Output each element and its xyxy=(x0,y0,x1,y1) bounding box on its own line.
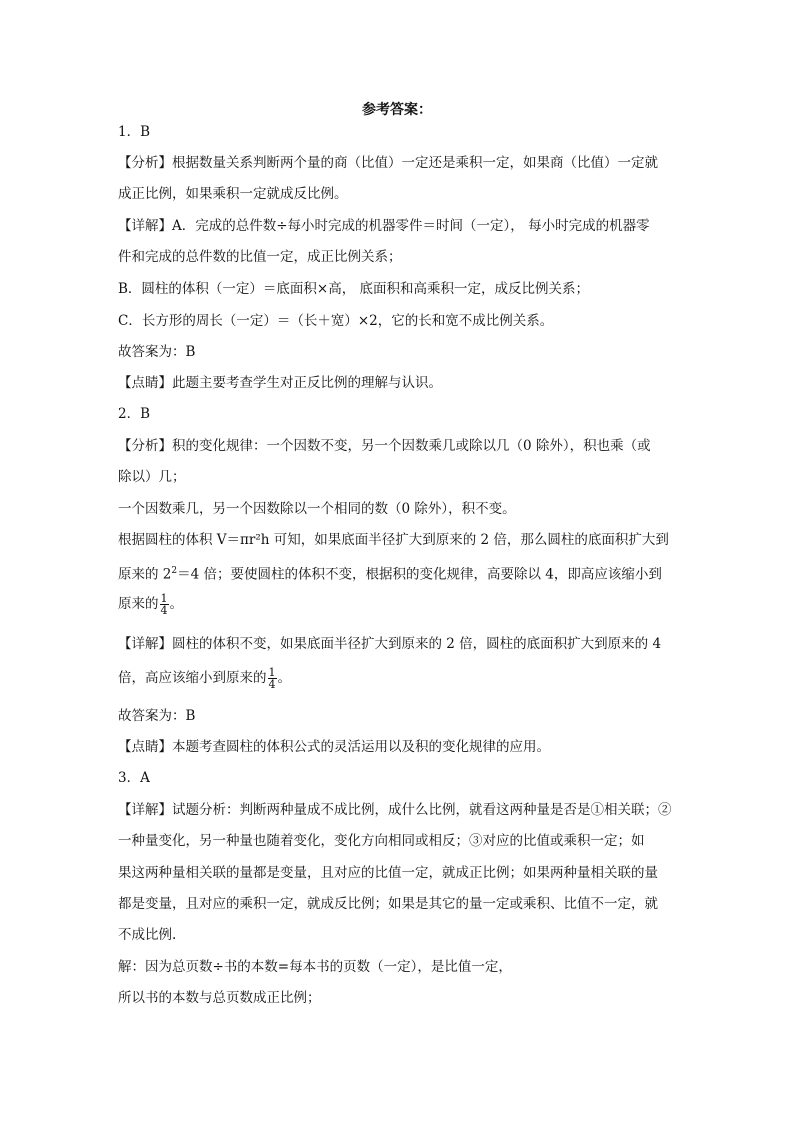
q1-detail-line2: 件和完成的总件数的比值一定，成正比例关系； xyxy=(118,249,402,265)
q2-detail-line1: 【详解】圆柱的体积不变，如果底面半径扩大到原来的 2 倍，圆柱的底面积扩大到原来的 4 xyxy=(118,636,662,652)
fraction-numerator: 1 xyxy=(160,592,168,605)
q1-comment: 【点睛】此题主要考查学生对正反比例的理解与认识。 xyxy=(118,375,442,391)
q2-detail-start: 倍，高应该缩小到原来的 xyxy=(118,670,267,686)
q3-detail-line5: 不成比例. xyxy=(118,927,177,943)
q3-solution-line1: 解：因为总页数÷书的本数=每本书的页数（一定），是比值一定， xyxy=(118,959,512,975)
q2-line5-rest: ＝4 倍；要使圆柱的体积不变，根据积的变化规律，高要除以 4，即高应该缩小到 xyxy=(177,566,662,583)
q2-analysis-line3: 一个因数乘几，另一个因数除以一个相同的数（0 除外），积不变。 xyxy=(118,501,516,517)
q2-line6-start: 原来的 xyxy=(118,596,159,612)
q3-detail-line1: 【详解】试题分析：判断两种量成不成比例，成什么比例，就看这两种量是否是①相关联；② xyxy=(118,802,672,818)
page-title: 参考答案： xyxy=(362,102,432,118)
fraction-one-quarter xyxy=(160,593,169,616)
q3-detail-line4: 都是变量，且对应的乘积一定，就成反比例；如果是其它的量一定或乘积、比值不一定，就 xyxy=(118,896,658,912)
q2-detail-line2 xyxy=(118,667,291,690)
q1-option-c: C．长方形的周长（一定）＝（长＋宽）×2，它的长和宽不成比例关系。 xyxy=(118,313,554,329)
q2-analysis-line2: 除以）几； xyxy=(118,469,186,485)
q2-detail-end: 。 xyxy=(277,670,291,686)
q1-option-b: B．圆柱的体积（一定）＝底面积×高， 底面积和高乘积一定，成反比例关系； xyxy=(118,281,590,297)
q1-answer: 故答案为：B xyxy=(118,344,196,360)
q1-analysis-line2: 成正比例，如果乘积一定就成反比例。 xyxy=(118,186,348,202)
q2-analysis-line1: 【分析】积的变化规律：一个因数不变，另一个因数乘几或除以几（0 除外），积也乘（或 xyxy=(118,438,651,454)
q2-line5-start: 原来的 2 xyxy=(118,566,172,583)
fraction-numerator: 1 xyxy=(268,666,276,679)
q3-detail-line3: 果这两种量相关联的量都是变量，且对应的比值一定，就成正比例；如果两种量相关联的量 xyxy=(118,865,658,881)
q1-analysis-line1: 【分析】根据数量关系判断两个量的商（比值）一定还是乘积一定，如果商（比值）一定就 xyxy=(118,155,658,171)
q2-analysis-line5 xyxy=(118,561,662,585)
q3-solution-line2: 所以书的本数与总页数成正比例； xyxy=(118,990,321,1006)
q2-answer: 故答案为：B xyxy=(118,708,196,724)
q2-line6-end: 。 xyxy=(169,596,183,612)
q2-analysis-line4: 根据圆柱的体积 V＝πr²h 可知，如果底面半径扩大到原来的 2 倍，那么圆柱的底面积扩大到 xyxy=(118,532,669,548)
q1-detail-line1: 【详解】A．完成的总件数÷每小时完成的机器零件＝时间（一定）， 每小时完成的机器零 xyxy=(118,218,650,234)
q1-number: 1．B xyxy=(118,124,151,140)
q2-number: 2．B xyxy=(118,406,151,422)
q2-comment: 【点睛】本题考查圆柱的体积公式的灵活运用以及积的变化规律的应用。 xyxy=(118,739,550,755)
q3-detail-line2: 一种量变化，另一种量也随着变化，变化方向相同或相反；③对应的比值或乘积一定；如 xyxy=(118,833,645,849)
fraction-denominator: 4 xyxy=(160,604,168,617)
q2-exponent: 2 xyxy=(171,566,178,576)
fraction-denominator: 4 xyxy=(268,678,276,691)
q3-number: 3．A xyxy=(118,770,150,786)
q2-analysis-line6 xyxy=(118,593,183,616)
fraction-one-quarter-2 xyxy=(268,667,277,690)
